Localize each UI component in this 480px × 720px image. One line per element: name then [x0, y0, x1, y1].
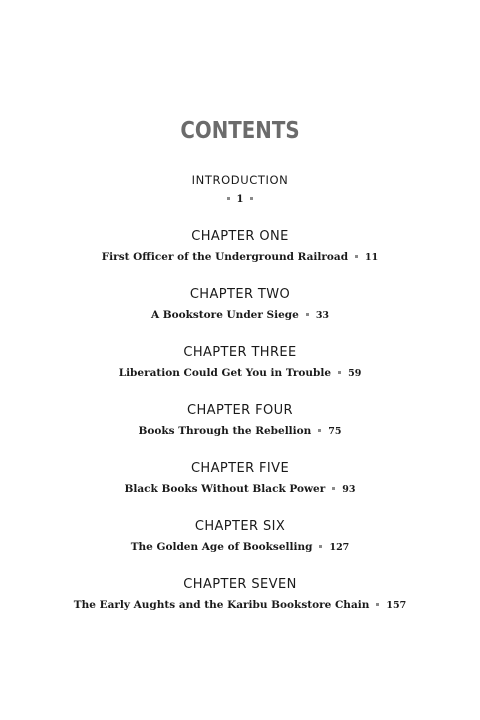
- chapter-page-number: 93: [342, 484, 356, 495]
- introduction-page-number: 1: [236, 194, 244, 205]
- chapter-page-number: 59: [348, 368, 362, 379]
- chapter-title: The Golden Age of Bookselling: [130, 541, 313, 553]
- chapter-heading: CHAPTER FIVE: [190, 461, 290, 476]
- chapter-page-number: 33: [315, 310, 330, 321]
- chapter-title: Books Through the Rebellion: [138, 425, 312, 437]
- chapter-entry-one[interactable]: [0, 228, 480, 265]
- chapter-title: First Officer of the Underground Railroad: [101, 251, 349, 263]
- chapter-entry-seven[interactable]: [0, 576, 480, 613]
- chapter-entry-two[interactable]: [0, 286, 480, 323]
- chapter-entry-three[interactable]: [0, 344, 480, 381]
- chapter-page-number: 157: [386, 600, 407, 611]
- chapter-page-number: 127: [329, 542, 350, 553]
- separator-dot: [376, 603, 379, 606]
- contents-title: CONTENTS: [180, 118, 300, 144]
- chapter-title-line: [0, 308, 480, 323]
- separator-dot: [319, 545, 322, 548]
- introduction-heading: INTRODUCTION: [191, 173, 289, 187]
- chapter-title: Black Books Without Black Power: [124, 483, 326, 495]
- chapter-heading: CHAPTER SEVEN: [183, 577, 297, 592]
- chapter-page-number: 75: [328, 426, 342, 437]
- chapter-heading: CHAPTER SIX: [194, 519, 286, 534]
- chapter-title: A Bookstore Under Siege: [150, 309, 299, 321]
- separator-dot: [306, 313, 309, 316]
- chapter-title: Liberation Could Get You in Trouble: [118, 367, 332, 379]
- separator-dot: [318, 429, 321, 432]
- separator-dot: [338, 371, 341, 374]
- chapter-title-line: [0, 598, 480, 613]
- chapter-title-line: [0, 482, 480, 497]
- chapter-title-line: [0, 540, 480, 555]
- chapter-entry-five[interactable]: [0, 460, 480, 497]
- separator-dot: [332, 487, 335, 490]
- chapter-heading: CHAPTER THREE: [183, 345, 297, 360]
- chapter-title-line: [0, 424, 480, 439]
- chapter-heading: CHAPTER TWO: [189, 287, 291, 302]
- introduction-page-line: [0, 193, 480, 207]
- chapter-heading: CHAPTER ONE: [191, 229, 289, 244]
- chapter-title-line: [0, 250, 480, 265]
- separator-dot: [355, 255, 358, 258]
- separator-dot: [227, 197, 230, 200]
- chapter-heading: CHAPTER FOUR: [187, 403, 293, 418]
- chapter-page-number: 11: [365, 252, 379, 263]
- chapter-entry-six[interactable]: [0, 518, 480, 555]
- chapter-entry-four[interactable]: [0, 402, 480, 439]
- chapter-title-line: [0, 366, 480, 381]
- separator-dot: [250, 197, 253, 200]
- chapter-title: The Early Aughts and the Karibu Bookstore Chain: [73, 599, 370, 611]
